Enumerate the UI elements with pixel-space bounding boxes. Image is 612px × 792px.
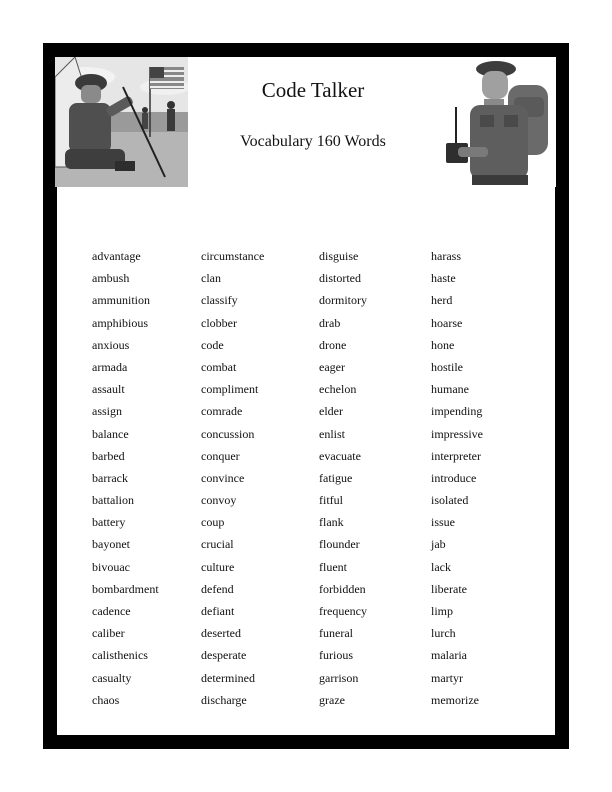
vocabulary-word: coup <box>201 515 225 530</box>
vocabulary-word: armada <box>92 359 128 374</box>
vocabulary-word: harass <box>431 249 461 263</box>
radio-soldier-image <box>436 57 556 187</box>
vocabulary-word: balance <box>92 426 129 441</box>
vocabulary-word: advantage <box>92 249 141 263</box>
vocabulary-word: martyr <box>431 670 463 685</box>
vocabulary-word: bivouac <box>92 559 130 574</box>
vocabulary-word: compliment <box>201 382 259 397</box>
vocabulary-word: bayonet <box>92 537 130 552</box>
vocabulary-word: calisthenics <box>92 648 148 663</box>
vocabulary-word: limp <box>431 604 454 618</box>
vocabulary-word: issue <box>431 515 455 530</box>
vocabulary-word: deserted <box>201 626 241 641</box>
vocabulary-word: impressive <box>431 426 483 441</box>
vocabulary-word: discharge <box>201 692 247 707</box>
vocabulary-word: fluent <box>319 559 347 574</box>
vocabulary-word: enlist <box>319 426 345 441</box>
vocabulary-word: assault <box>92 382 125 397</box>
vocabulary-word: impending <box>431 404 483 419</box>
vocabulary-word: jab <box>431 537 446 552</box>
vocabulary-word: evacuate <box>319 448 361 463</box>
vocabulary-word: hone <box>431 337 455 352</box>
vocabulary-word: haste <box>431 271 456 286</box>
vocabulary-word: clobber <box>201 315 237 330</box>
word-column-4 <box>431 247 483 713</box>
vocabulary-word: dormitory <box>319 293 367 308</box>
vocabulary-word: desperate <box>201 648 247 663</box>
vocabulary-word: ambush <box>92 271 130 286</box>
vocabulary-word: battery <box>92 515 126 530</box>
vocabulary-word: circumstance <box>201 249 265 263</box>
vocabulary-word: crucial <box>201 537 234 552</box>
vocabulary-word: drab <box>319 315 341 330</box>
vocabulary-word: humane <box>431 382 469 397</box>
vocabulary-word: cadence <box>92 604 131 618</box>
vocabulary-word: introduce <box>431 470 477 485</box>
vocabulary-word: flounder <box>319 537 360 552</box>
vocabulary-word: combat <box>201 359 237 374</box>
vocabulary-word: graze <box>319 692 345 707</box>
vocabulary-word: lack <box>431 559 451 574</box>
word-column-3 <box>319 247 367 713</box>
vocabulary-word: clan <box>201 271 221 286</box>
vocabulary-word: drone <box>319 337 347 352</box>
vocabulary-word: chaos <box>92 692 120 707</box>
word-column-2 <box>201 247 264 713</box>
vocabulary-word: eager <box>319 359 345 374</box>
vocabulary-word: caliber <box>92 626 125 641</box>
vocabulary-word: barbed <box>92 448 125 463</box>
vocabulary-word: ammunition <box>92 293 150 308</box>
vocabulary-word: defiant <box>201 604 235 618</box>
vocabulary-word: anxious <box>92 337 130 352</box>
vocabulary-word: herd <box>431 293 453 308</box>
vocabulary-word: hoarse <box>431 315 463 330</box>
vocabulary-word: classify <box>201 293 238 308</box>
vocabulary-word: forbidden <box>319 581 366 596</box>
vocabulary-word: battalion <box>92 493 134 508</box>
vocabulary-word: lurch <box>431 626 456 641</box>
vocabulary-word: frequency <box>319 604 367 618</box>
vocabulary-word: defend <box>201 581 234 596</box>
vocabulary-word: convoy <box>201 493 237 508</box>
vocabulary-word: code <box>201 337 224 352</box>
word-column-1 <box>92 247 159 713</box>
page-title: Code Talker <box>261 78 365 102</box>
vocabulary-word: convince <box>201 470 245 485</box>
vocabulary-word: memorize <box>431 692 479 707</box>
vocabulary-word: barrack <box>92 470 128 485</box>
vocabulary-word: liberate <box>431 581 467 596</box>
vocabulary-word: funeral <box>319 626 353 641</box>
vocabulary-word: assign <box>92 404 122 419</box>
vocabulary-word: elder <box>319 404 343 419</box>
vocabulary-word: determined <box>201 670 255 685</box>
vocabulary-word: malaria <box>431 648 467 663</box>
vocabulary-word: conquer <box>201 448 240 463</box>
vocabulary-word: fatigue <box>319 470 353 485</box>
vocabulary-word: hostile <box>431 359 463 374</box>
vocabulary-word: amphibious <box>92 315 148 330</box>
vocabulary-word: garrison <box>319 670 359 685</box>
vocabulary-word: comrade <box>201 404 243 419</box>
vocabulary-word: isolated <box>431 493 469 508</box>
vocabulary-word: casualty <box>92 670 132 685</box>
page-subtitle: Vocabulary 160 Words <box>240 133 386 150</box>
vocabulary-word: culture <box>201 559 235 574</box>
vocabulary-word: disguise <box>319 249 359 263</box>
vocabulary-word: echelon <box>319 382 357 397</box>
vocabulary-word: furious <box>319 648 353 663</box>
vocabulary-word: flank <box>319 515 344 530</box>
vocabulary-word: interpreter <box>431 448 481 463</box>
soldiers-beach-image <box>55 57 188 187</box>
vocabulary-word: fitful <box>319 493 343 508</box>
vocabulary-word: bombardment <box>92 581 159 596</box>
vocabulary-word: distorted <box>319 271 361 286</box>
vocabulary-word: concussion <box>201 426 255 441</box>
